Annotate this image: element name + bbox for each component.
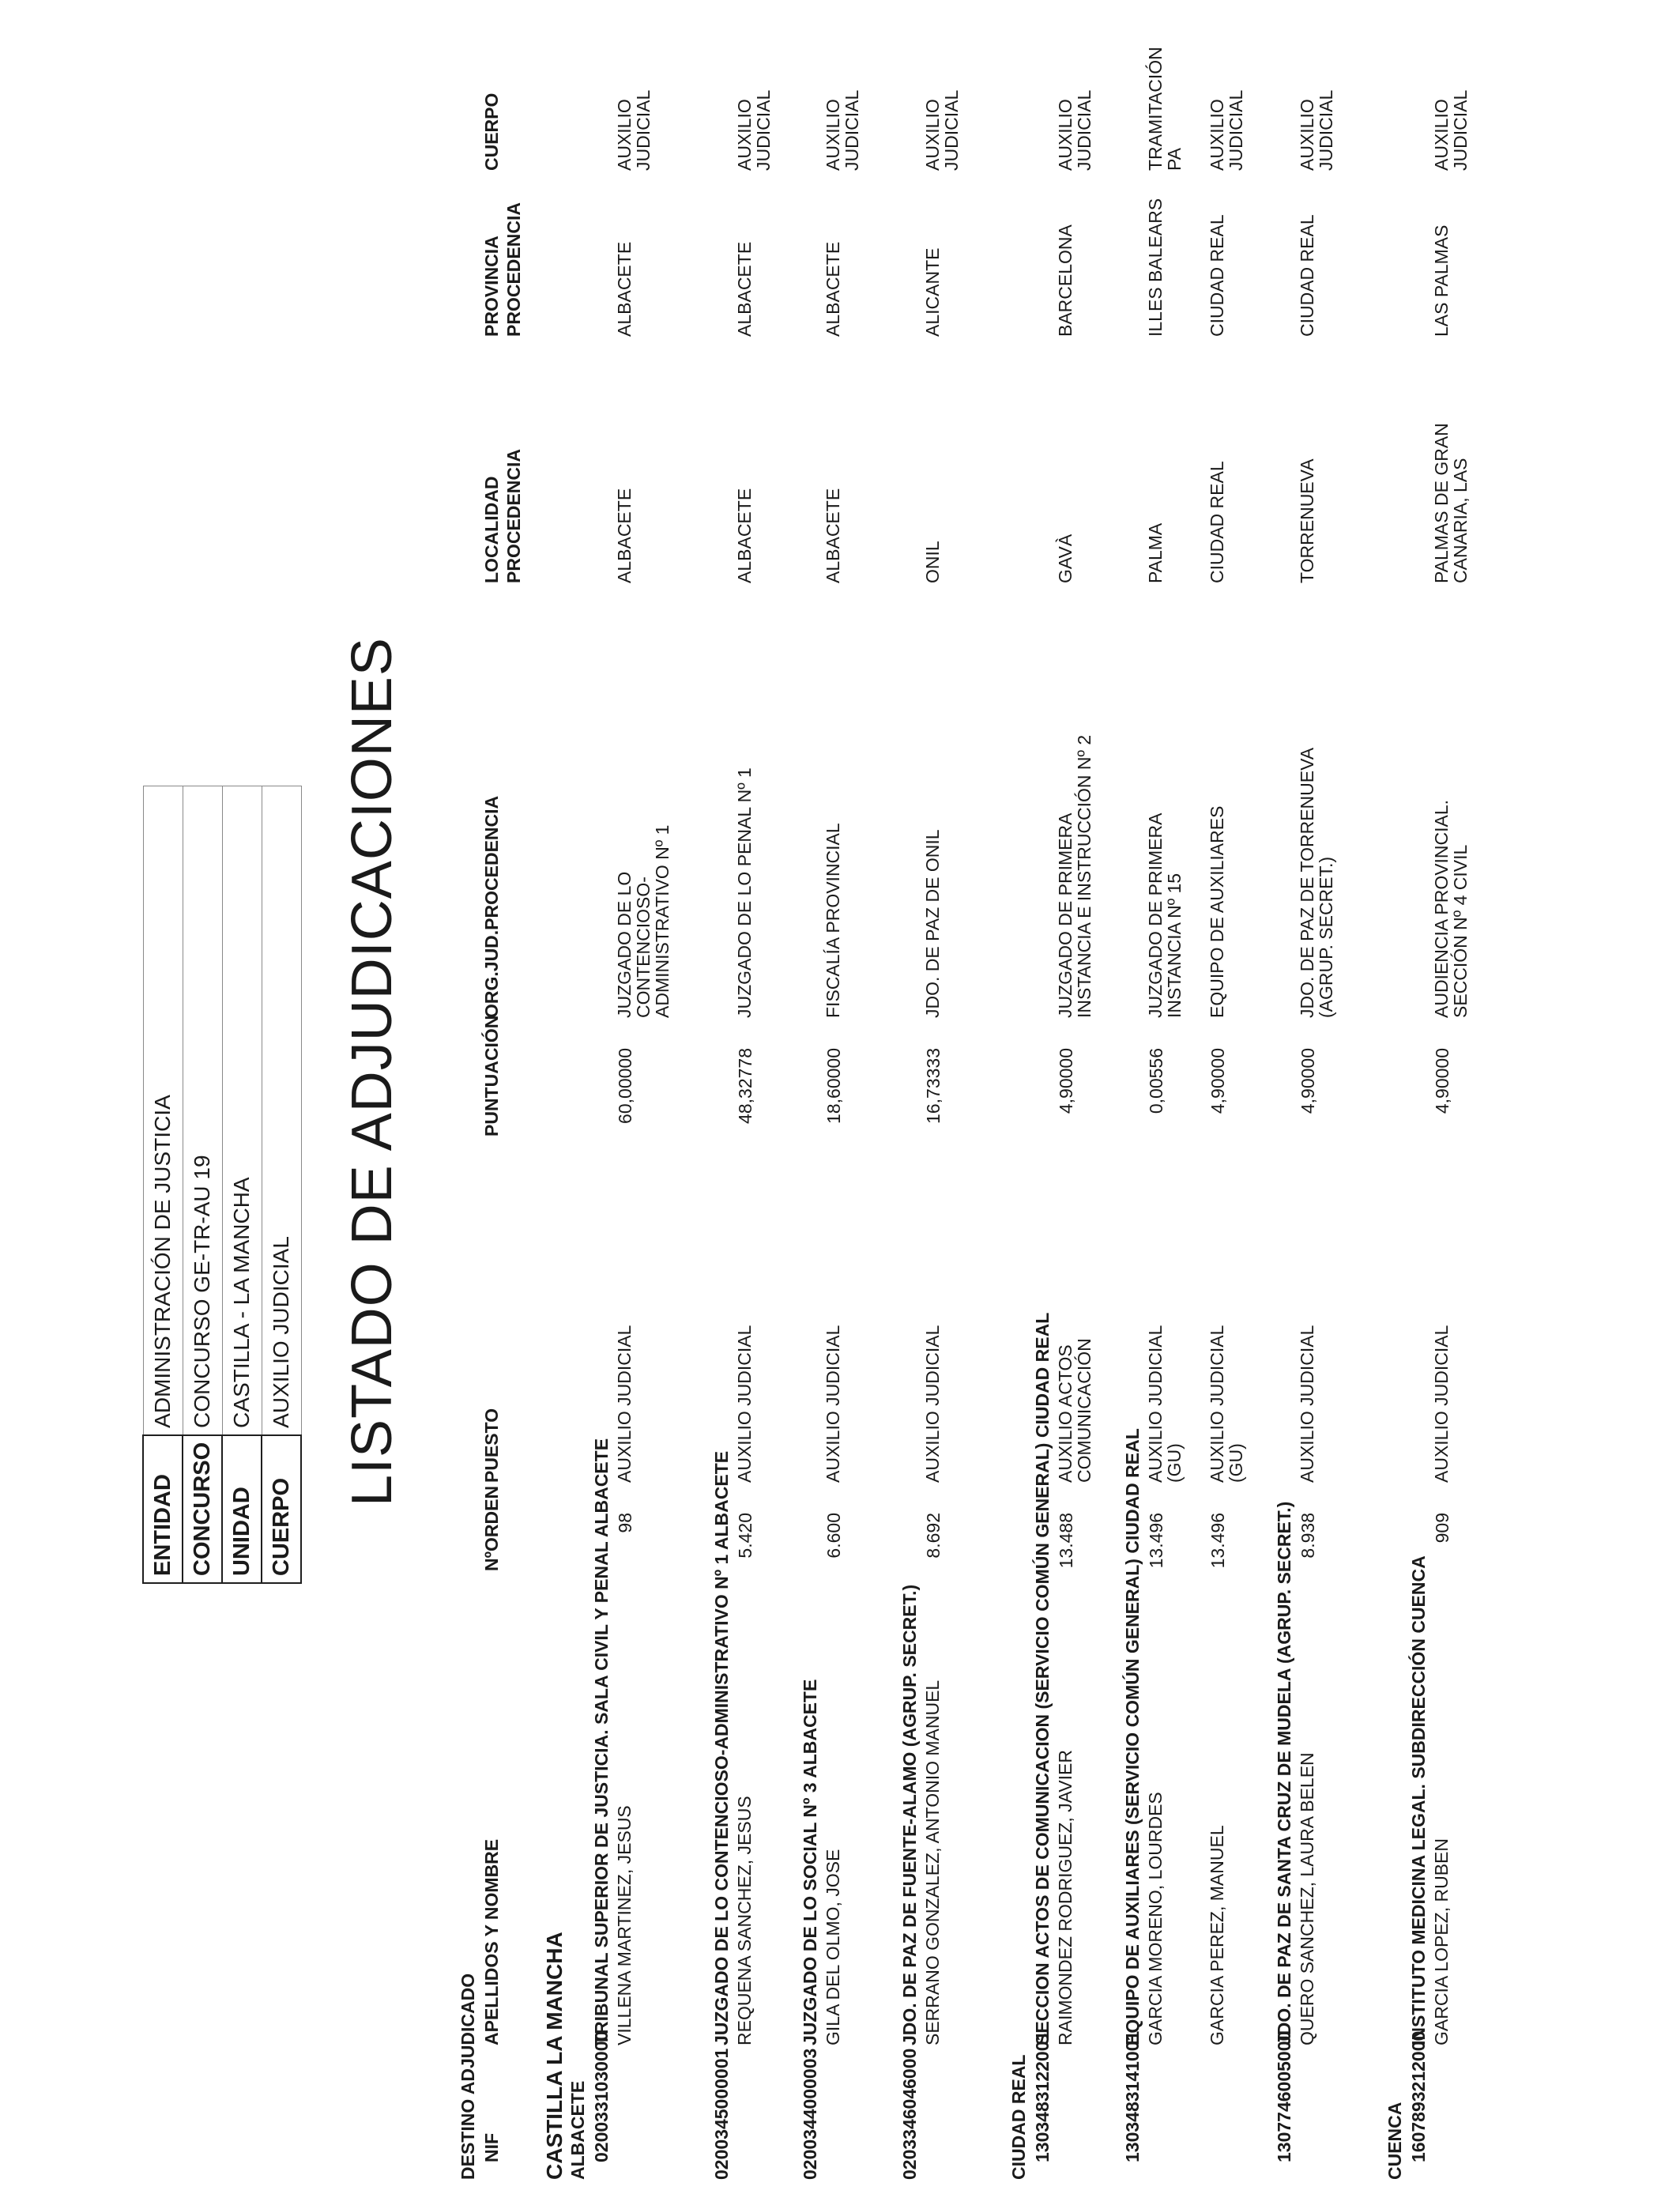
row-localidad: ONIL (922, 541, 943, 583)
row-puesto: AUXILIO JUDICIAL (1431, 1325, 1452, 1483)
row-orden: 13.496 (1146, 1513, 1166, 1569)
row-puntuacion: 0,00556 (1146, 1048, 1166, 1114)
row-nombre: RAIMONDEZ RODRIGUEZ, JAVIER (1055, 1750, 1075, 2045)
page-title: LISTADO DE ADJUDICACIONES (341, 637, 404, 1506)
header-localidad: LOCALIDAD PROCEDENCIA (481, 449, 524, 583)
row-nombre: GARCIA MORENO, LOURDES (1145, 1792, 1166, 2045)
row-puntuacion: 18,60000 (823, 1048, 844, 1124)
info-value: CASTILLA - LA MANCHA (222, 786, 262, 1435)
row-org: JUZGADO DE PRIMERA INSTANCIA Nº 15 (1145, 812, 1185, 1018)
row-nombre: GILA DEL OLMO, JOSE (823, 1849, 843, 2045)
province-heading: ALBACETE (567, 2080, 588, 2180)
destination-name: TRIBUNAL SUPERIOR DE JUSTICIA. SALA CIVIL Y PENAL ALBACETE (591, 1438, 612, 2045)
info-box (142, 786, 302, 1584)
region-heading: CASTILLA LA MANCHA (542, 1932, 567, 2180)
info-label: CUERPO (262, 1435, 301, 1583)
info-value: ADMINISTRACIÓN DE JUSTICIA (143, 786, 183, 1435)
row-nombre: GARCIA LOPEZ, RUBEN (1431, 1838, 1452, 2045)
destination-code: 1607893212000 (1408, 2030, 1429, 2162)
info-value: CONCURSO GE-TR-AU 19 (183, 786, 222, 1435)
row-org: JUZGADO DE LO PENAL Nº 1 (734, 767, 755, 1018)
row-localidad: ALBACETE (614, 488, 635, 583)
row-cuerpo: AUXILIO JUDICIAL (1055, 89, 1094, 171)
header-cuerpo: CUERPO (481, 92, 502, 171)
info-label: UNIDAD (222, 1435, 262, 1583)
row-provincia: CIUDAD REAL (1297, 214, 1317, 337)
row-puntuacion: 4,90000 (1432, 1048, 1452, 1114)
header-puntuacion: PUNTUACIÓN (481, 1015, 502, 1137)
row-puesto: AUXILIO ACTOS COMUNICACIÓN (1055, 1338, 1094, 1483)
destination-code: 0203346046000 (899, 2048, 920, 2180)
row-provincia: ALBACETE (614, 241, 635, 337)
row-orden: 98 (615, 1513, 635, 1533)
header-apellidos: APELLIDOS Y NOMBRE (481, 1838, 502, 2045)
destination-code: 1303483141001 (1122, 2030, 1143, 2162)
row-puntuacion: 48,32778 (735, 1048, 755, 1124)
destination-code: 0200345000001 (711, 2048, 732, 2180)
info-row-concurso (183, 786, 222, 1584)
row-cuerpo: AUXILIO JUDICIAL (614, 89, 654, 171)
destination-name: JUZGADO DE LO CONTENCIOSO-ADMINISTRATIVO Nº 1 ALBACETE (711, 1450, 732, 2045)
header-nif: NIF (481, 2132, 502, 2162)
row-localidad: PALMA (1145, 522, 1166, 583)
row-orden: 13.488 (1056, 1513, 1076, 1569)
row-puntuacion: 60,00000 (615, 1048, 635, 1124)
destination-code: 1307746005000 (1274, 2030, 1294, 2162)
destination-code: 1303483122001 (1032, 2030, 1053, 2162)
row-cuerpo: AUXILIO JUDICIAL (734, 89, 774, 171)
header-org: ORG.JUD.PROCEDENCIA (481, 795, 502, 1018)
row-nombre: SERRANO GONZALEZ, ANTONIO MANUEL (922, 1679, 943, 2045)
row-org: JDO. DE PAZ DE ONIL (922, 829, 943, 1018)
row-puntuacion: 16,73333 (923, 1048, 944, 1124)
info-value: AUXILIO JUDICIAL (262, 786, 301, 1435)
row-orden: 13.496 (1207, 1513, 1228, 1569)
row-org: FISCALÍA PROVINCIAL (823, 823, 843, 1018)
header-orden: NºORDEN (481, 1485, 502, 1571)
info-row-entidad (143, 786, 183, 1584)
row-puesto: AUXILIO JUDICIAL (823, 1325, 843, 1483)
row-nombre: REQUENA SANCHEZ, JESUS (734, 1796, 755, 2045)
row-orden: 5.420 (735, 1513, 755, 1559)
row-cuerpo: TRAMITACIÓN PA (1145, 47, 1185, 171)
row-org: JUZGADO DE PRIMERA INSTANCIA E INSTRUCCIÓN Nº 2 (1055, 734, 1094, 1018)
row-orden: 8.692 (923, 1513, 944, 1559)
info-row-cuerpo (262, 786, 301, 1584)
header-destino: DESTINO ADJUDICADO (458, 1973, 478, 2180)
row-provincia: CIUDAD REAL (1207, 214, 1227, 337)
destination-name: SECCION ACTOS DE COMUNICACION (SERVICIO COMÚN GENERAL) CIUDAD REAL (1032, 1312, 1053, 2045)
row-org: JDO. DE PAZ DE TORRENUEVA (AGRUP. SECRET.) (1297, 747, 1336, 1018)
row-nombre: GARCIA PEREZ, MANUEL (1207, 1825, 1227, 2045)
destination-name: JDO. DE PAZ DE SANTA CRUZ DE MUDELA (AGRUP. SECRET.) (1274, 1501, 1294, 2045)
row-provincia: ALICANTE (922, 247, 943, 337)
row-puesto: AUXILIO JUDICIAL (922, 1325, 943, 1483)
destination-name: JUZGADO DE LO SOCIAL Nº 3 ALBACETE (800, 1679, 820, 2045)
row-nombre: VILLENA MARTINEZ, JESUS (614, 1805, 635, 2045)
row-cuerpo: AUXILIO JUDICIAL (1207, 89, 1246, 171)
destination-name: EQUIPO DE AUXILIARES (SERVICIO COMÚN GENERAL) CIUDAD REAL (1122, 1428, 1143, 2045)
row-localidad: ALBACETE (823, 488, 843, 583)
row-cuerpo: AUXILIO JUDICIAL (1431, 89, 1471, 171)
row-orden: 909 (1432, 1513, 1452, 1544)
row-puesto: AUXILIO JUDICIAL (GU) (1207, 1325, 1246, 1483)
row-nombre: QUERO SANCHEZ, LAURA BELEN (1297, 1752, 1317, 2045)
row-puesto: AUXILIO JUDICIAL (734, 1325, 755, 1483)
row-puntuacion: 4,90000 (1298, 1048, 1318, 1114)
destination-name: INSTITUTO MEDICINA LEGAL. SUBDIRECCIÓN CUENCA (1408, 1555, 1429, 2045)
row-localidad: TORRENUEVA (1297, 458, 1317, 583)
row-orden: 8.938 (1298, 1513, 1318, 1559)
row-cuerpo: AUXILIO JUDICIAL (823, 89, 862, 171)
row-provincia: ILLES BALEARS (1145, 198, 1166, 337)
row-puesto: AUXILIO JUDICIAL (GU) (1145, 1325, 1185, 1483)
destination-code: 0200331030000 (591, 2030, 612, 2162)
province-heading: CIUDAD REAL (1008, 2054, 1029, 2180)
row-localidad: GAVÀ (1055, 533, 1075, 583)
row-localidad: ALBACETE (734, 488, 755, 583)
row-cuerpo: AUXILIO JUDICIAL (1297, 89, 1336, 171)
row-provincia: ALBACETE (734, 241, 755, 337)
row-provincia: LAS PALMAS (1431, 224, 1452, 337)
row-provincia: ALBACETE (823, 241, 843, 337)
row-org: JUZGADO DE LO CONTENCIOSO- ADMINISTRATIVO Nº 1 (614, 824, 672, 1018)
header-provincia: PROVINCIA PROCEDENCIA (481, 202, 524, 337)
row-cuerpo: AUXILIO JUDICIAL (922, 89, 962, 171)
info-row-unidad (222, 786, 262, 1584)
row-org: EQUIPO DE AUXILIARES (1207, 805, 1227, 1018)
row-org: AUDIENCIA PROVINCIAL. SECCIÓN Nº 4 CIVIL (1431, 799, 1471, 1018)
row-orden: 6.600 (823, 1513, 844, 1559)
row-puesto: AUXILIO JUDICIAL (1297, 1325, 1317, 1483)
destination-name: JDO. DE PAZ DE FUENTE-ALAMO (AGRUP. SECRET.) (899, 1584, 920, 2045)
row-provincia: BARCELONA (1055, 224, 1075, 337)
row-localidad: CIUDAD REAL (1207, 461, 1227, 583)
row-puntuacion: 4,90000 (1207, 1048, 1228, 1114)
destination-code: 0200344000003 (800, 2048, 820, 2180)
info-label: CONCURSO (183, 1435, 222, 1583)
row-localidad: PALMAS DE GRAN CANARIA, LAS (1431, 423, 1471, 583)
province-heading: CUENCA (1384, 2102, 1405, 2180)
row-puesto: AUXILIO JUDICIAL (614, 1325, 635, 1483)
header-puesto: PUESTO (481, 1408, 502, 1483)
row-puntuacion: 4,90000 (1056, 1048, 1076, 1114)
info-label: ENTIDAD (143, 1435, 183, 1583)
